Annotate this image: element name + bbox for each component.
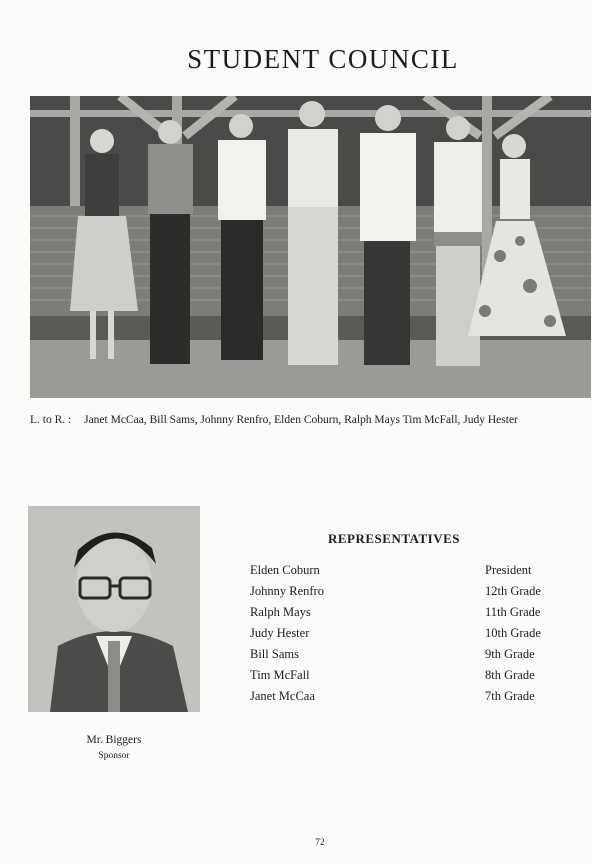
- list-item: [250, 581, 550, 602]
- rep-name: Elden Coburn: [250, 563, 320, 577]
- rep-role: 7th Grade: [485, 689, 535, 703]
- caption-names: Janet McCaa, Bill Sams, Johnny Renfro, Elden Coburn, Ralph Mays Tim McFall, Judy Hester: [84, 414, 518, 426]
- representatives-heading: REPRESENTATIVES: [328, 531, 460, 546]
- rep-role: 9th Grade: [485, 647, 535, 661]
- sponsor-role: Sponsor: [98, 751, 130, 761]
- rep-name: Johnny Renfro: [250, 584, 324, 598]
- rep-name: Judy Hester: [250, 626, 310, 640]
- sponsor-portrait: [28, 506, 200, 712]
- rep-role: 10th Grade: [485, 626, 541, 640]
- photo-caption: [30, 414, 592, 426]
- group-photo-image: [30, 96, 591, 398]
- representatives-list: [250, 560, 550, 707]
- rep-name: Bill Sams: [250, 647, 299, 661]
- list-item: [250, 623, 550, 644]
- page-title: STUDENT COUNCIL: [187, 44, 459, 74]
- page-number: 72: [315, 838, 325, 848]
- rep-name: Tim McFall: [250, 668, 310, 682]
- rep-role: President: [485, 563, 532, 577]
- rep-role: 12th Grade: [485, 584, 541, 598]
- list-item: [250, 602, 550, 623]
- rep-role: 8th Grade: [485, 668, 535, 682]
- sponsor-name: Mr. Biggers: [86, 734, 142, 746]
- list-item: [250, 644, 550, 665]
- list-item: [250, 665, 550, 686]
- rep-name: Ralph Mays: [250, 605, 311, 619]
- rep-role: 11th Grade: [485, 605, 541, 619]
- caption-prefix: L. to R. :: [30, 414, 72, 426]
- rep-name: Janet McCaa: [250, 689, 315, 703]
- sponsor-portrait-image: [28, 506, 200, 712]
- list-item: [250, 686, 550, 707]
- group-photo: [30, 96, 591, 398]
- list-item: [250, 560, 550, 581]
